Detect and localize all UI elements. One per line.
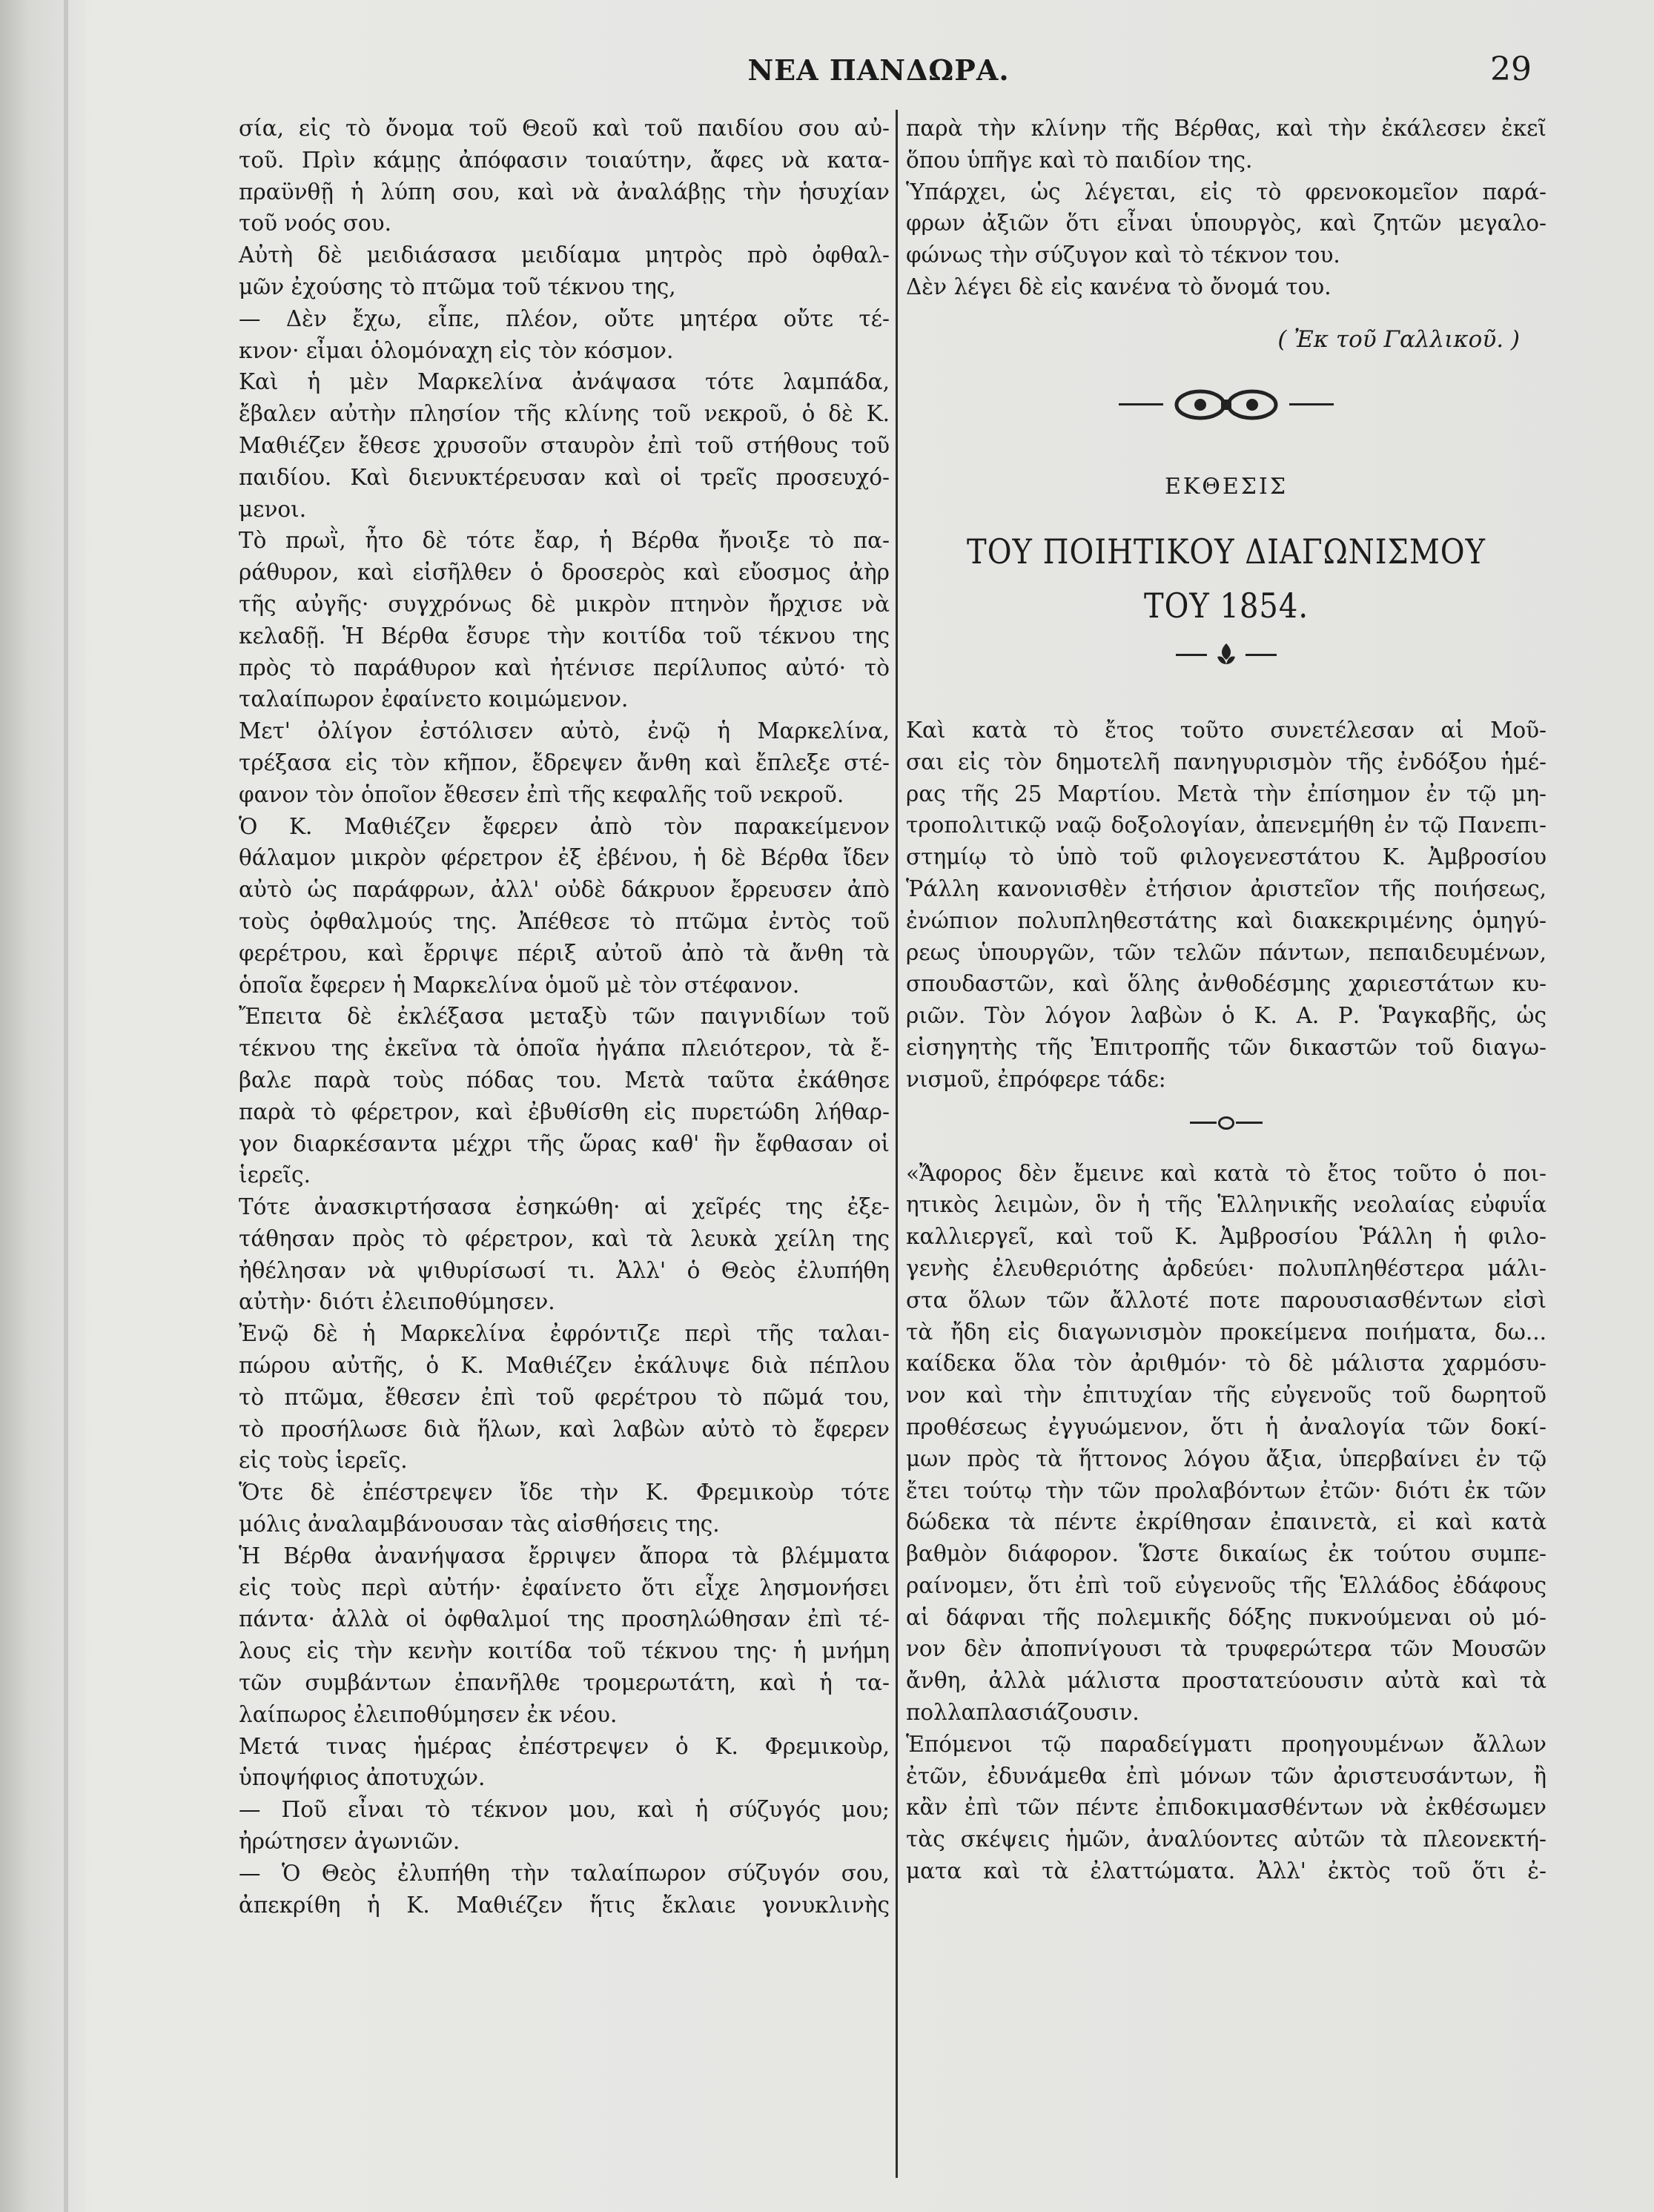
text-line: κἂν ἐπὶ τῶν πέντε ἐπιδοκιμασθέντων νὰ ἐκθέσωμεν (906, 1795, 1547, 1821)
text-line: ριῶν. Τὸν λόγον λαβὼν ὁ Κ. Α. Ρ. Ῥαγκαβῆς, ὡς (906, 1003, 1547, 1029)
text-line: παρὰ τὴν κλίνην τῆς Βέρθας, καὶ τὴν ἐκάλεσεν ἐκεῖ (906, 116, 1547, 141)
right-column (906, 113, 1547, 1887)
text-line: Τὸ πρωῒ, ἦτο δὲ τότε ἔαρ, ἡ Βέρθα ἤνοιξε τὸ πα- (239, 528, 890, 554)
text-line: τρέξασα εἰς τὸν κῆπον, ἔδρεψεν ἄνθη καὶ ἔπλεξε στέ- (239, 749, 890, 775)
text-line: παρὰ τὸ φέρετρον, καὶ ἐβυθίσθη εἰς πυρετώδη λήθαρ- (239, 1099, 890, 1125)
text-line: τὰς σκέψεις ἡμῶν, ἀναλύοντες αὐτῶν τὰ πλεονεκτή- (906, 1827, 1547, 1852)
text-line: Μετά τινας ἡμέρας ἐπέστρεψεν ὁ Κ. Φρεμικοὺρ, (239, 1733, 890, 1759)
text-line: γον διαρκέσαντα μέχρι τῆς ὥρας καθ' ἣν ἔφθασαν οἱ (239, 1130, 890, 1156)
text-line: «Ἄφορος δὲν ἔμεινε καὶ κατὰ τὸ ἔτος τοῦτο ὁ ποι- (906, 1160, 1547, 1186)
section-year: ΤΟΥ 1854. (1143, 586, 1309, 626)
text-line: ραίνομεν, ὅτι ἐπὶ τοῦ εὐγενοῦς τῆς Ἑλλάδος ἐδάφους (906, 1572, 1547, 1598)
text-line: εἰς τοὺς περὶ αὐτήν· ἐφαίνετο ὅτι εἶχε λησμονήσει (239, 1574, 890, 1600)
text-line: Ὅτε δὲ ἐπέστρεψεν ἴδε τὴν Κ. Φρεμικοὺρ τότε (239, 1480, 890, 1506)
text-line: ἐνώπιον πολυπληθεστάτης καὶ διακεκριμένης ὁμηγύ- (906, 907, 1547, 933)
text-line: αὐτὴν· διότι ἐλειποθύμησεν. (239, 1289, 555, 1315)
source-attribution: ( Ἐκ τοῦ Γαλλικοῦ. ) (1277, 325, 1520, 353)
ornament-dash-right (1289, 403, 1334, 405)
text-line: σαι εἰς τὸν δημοτελῆ πανηγυρισμὸν τῆς ἐνδόξου ἡμέ- (906, 749, 1547, 775)
text-line: ἔτει τούτῳ τὴν τῶν προλαβόντων ἐτῶν· διότι ἐκ τῶν (906, 1477, 1547, 1503)
text-line: μῶν ἐχούσης τὸ πτῶμα τοῦ τέκνου της, (239, 274, 676, 299)
text-line: ἐτῶν, ἐδυνάμεθα ἐπὶ μόνων τῶν ἀριστευσάντων, ἢ (906, 1763, 1547, 1789)
text-line: Καὶ κατὰ τὸ ἔτος τοῦτο συνετέλεσαν αἱ Μοῦ- (906, 717, 1547, 743)
text-line: Δὲν λέγει δὲ εἰς κανένα τὸ ὄνομά του. (906, 274, 1332, 299)
page-number: 29 (1490, 50, 1532, 88)
ornament-dash-right (1246, 654, 1277, 656)
text-line: Αὐτὴ δὲ μειδιάσασα μειδίαμα μητρὸς πρὸ ὀφθαλ- (239, 242, 890, 268)
text-line: εἰς τοὺς ἱερεῖς. (239, 1448, 408, 1474)
text-line: ὑποψήφιος ἀποτυχών. (239, 1765, 486, 1791)
text-line: πολλαπλασιάζουσιν. (906, 1700, 1139, 1726)
text-line: Ῥάλλη κανονισθὲν ἐτήσιον ἀριστεῖον τῆς ποιήσεως, (906, 875, 1547, 901)
text-line: Ἐνῷ δὲ ἡ Μαρκελίνα ἐφρόντιζε περὶ τῆς ταλαι- (239, 1321, 890, 1347)
divider-dash (1190, 1122, 1217, 1124)
text-line: στημίῳ τὸ ὑπὸ τοῦ φιλογενεστάτου Κ. Ἀμβροσίου (906, 844, 1547, 870)
text-line: πώρου αὐτῆς, ὁ Κ. Μαθιέζεν ἐκάλυψε διὰ πέπλου (239, 1353, 890, 1379)
left-column (239, 113, 890, 1921)
text-line: τροπολιτικῷ ναῷ δοξολογίαν, ἀπενεμήθη ἐν τῷ Πανεπι- (906, 812, 1547, 838)
text-line: ἀπεκρίθη ἡ Κ. Μαθιέζεν ἥτις ἔκλαιε γονυκλινὴς (239, 1892, 890, 1918)
text-line: μων πρὸς τὰ ἥττονος λόγου ἄξια, ὑπερβαίνει ἐν τῷ (906, 1446, 1547, 1471)
text-line: τέκνου της ἐκεῖνα τὰ ὁποῖα ἠγάπα πλειότερον, τὰ ἔ- (239, 1036, 890, 1062)
text-line: φερέτρου, καὶ ἔρριψε πέριξ αὐτοῦ ἀπὸ τὰ ἄνθη τὰ (239, 940, 890, 966)
text-line: νον δὲν ἀποπνίγουσι τὰ τρυφερώτερα τῶν Μουσῶν (906, 1636, 1547, 1662)
text-line: εἰσηγητὴς τῆς Ἐπιτροπῆς τῶν δικαστῶν τοῦ διαγω- (906, 1034, 1547, 1060)
text-line: ἄνθη, ἀλλὰ μάλιστα προστατεύουσιν αὐτὰ καὶ τὰ (906, 1668, 1547, 1694)
text-line: φώνως τὴν σύζυγον καὶ τὸ τέκνον του. (906, 242, 1340, 268)
text-line: αὐτὸ ὡς παράφρων, ἀλλ' οὐδὲ δάκρυον ἔρρευσεν ἀπὸ (239, 877, 890, 903)
text-line: τοῦ νοός σου. (239, 211, 391, 236)
ornament-dash-left (1119, 403, 1163, 405)
text-line: κνον· εἶμαι ὁλομόναχη εἰς τὸν κόσμον. (239, 337, 674, 363)
text-line: βαλε παρὰ τοὺς πόδας του. Μετὰ ταῦτα ἐκάθησε (239, 1067, 890, 1093)
text-line: κελαδῇ. Ἡ Βέρθα ἔσυρε τὴν κοιτίδα τοῦ τέκνου της (239, 623, 890, 649)
fleuron-icon (1213, 642, 1240, 669)
text-line: ητικὸς λειμὼν, ὃν ἡ τῆς Ἑλληνικῆς νεολαίας εὐφυΐα (906, 1192, 1547, 1218)
text-line: αἱ δάφναι τῆς πολεμικῆς δόξης πυκνούμεναι οὐ μό- (906, 1604, 1547, 1630)
text-line: σπουδαστῶν, καὶ ὅλης ἀνθοδέσμης χαριεστάτων κυ- (906, 971, 1547, 997)
minor-divider (906, 1105, 1547, 1142)
journal-title: ΝΕΑ ΠΑΝΔΩΡΑ. (747, 53, 1010, 87)
text-line: τὰ ἤδη εἰς διαγωνισμὸν προκείμενα ποιήματα, δω... (906, 1319, 1547, 1345)
section-divider-ornament (906, 383, 1547, 427)
text-line: ἱερεῖς. (239, 1162, 311, 1188)
text-line: Ἔπειτα δὲ ἐκλέξασα μεταξὺ τῶν παιγνιδίων τοῦ (239, 1004, 890, 1030)
text-line: Καὶ ἡ μὲν Μαρκελίνα ἀνάψασα τότε λαμπάδα, (239, 369, 890, 395)
text-line: λαίπωρος ἐλειποθύμησεν ἐκ νέου. (239, 1701, 618, 1727)
text-line: Ὑπάρχει, ὡς λέγεται, εἰς τὸ φρενοκομεῖον παρά- (906, 179, 1547, 205)
text-line: γενὴς ἐλευθεριότης ἀρδεύει· πολυπληθέστερα μάλι- (906, 1255, 1547, 1281)
text-line: ὁποῖα ἔφερεν ἡ Μαρκελίνα ὁμοῦ μὲ τὸν στέφανον. (239, 972, 800, 998)
text-line: τάθησαν πρὸς τὸ φέρετρον, καὶ τὰ λευκὰ χείλη της (239, 1225, 890, 1251)
text-line: Τότε ἀνασκιρτήσασα ἐσηκώθη· αἱ χεῖρές της ἐξε- (239, 1194, 890, 1220)
text-line: πραϋνθῇ ἡ λύπη σου, καὶ νὰ ἀναλάβῃς τὴν ἡσυχίαν (239, 179, 890, 205)
text-line: Μετ' ὀλίγον ἐστόλισεν αὐτὸ, ἐνῷ ἡ Μαρκελίνα, (239, 718, 890, 744)
text-line: — Δὲν ἔχω, εἶπε, πλέον, οὔτε μητέρα οὔτε τέ- (239, 305, 890, 331)
text-line: φρων ἀξιῶν ὅτι εἶναι ὑπουργὸς, καὶ ζητῶν μεγαλο- (906, 211, 1547, 236)
binding-shadow (0, 0, 85, 2212)
flourish-icon (1171, 386, 1282, 423)
text-line: ἔβαλεν αὐτὴν πλησίον τῆς κλίνης τοῦ νεκροῦ, ὁ δὲ Κ. (239, 401, 890, 427)
text-line: ἠρώτησεν ἀγωνιῶν. (239, 1829, 460, 1855)
text-line: τοῦ. Πρὶν κάμῃς ἀπόφασιν τοιαύτην, ἄφες νὰ κατα- (239, 147, 890, 173)
section-title: ΤΟΥ ΠΟΙΗΤΙΚΟΥ ΔΙΑΓΩΝΙΣΜΟΥ (967, 532, 1486, 572)
text-line: ράθυρον, καὶ εἰσῆλθεν ὁ δροσερὸς καὶ εὔοσμος ἀὴρ (239, 560, 890, 586)
text-line: ὅπου ὑπῆγε καὶ τὸ παιδίον της. (906, 147, 1253, 173)
text-line: βαθμὸν διάφορον. Ὥστε δικαίως ἐκ τούτου συμπε- (906, 1541, 1547, 1567)
text-line: ταλαίπωρον ἐφαίνετο κοιμώμενον. (239, 686, 629, 712)
text-line: μενοι. (239, 496, 307, 522)
page-header (230, 50, 1532, 98)
text-line: δώδεκα τὰ πέντε ἐκρίθησαν ἐπαινετὰ, εἰ καὶ κατὰ (906, 1509, 1547, 1535)
text-line: τῶν συμβάντων ἐπανῆλθε τρομερωτάτη, καὶ ἡ τα- (239, 1670, 890, 1696)
text-line: παιδίου. Καὶ διενυκτέρευσαν καὶ οἱ τρεῖς προσευχό- (239, 464, 890, 490)
text-line: πρὸς τὸ παράθυρον καὶ ἠτένισε περίλυπος αὐτό· τὸ (239, 655, 890, 681)
report-body (906, 1158, 1547, 1887)
text-line: νον καὶ τὴν ἐπιτυχίαν τῆς εὐγενοῦς τοῦ δωρητοῦ (906, 1382, 1547, 1408)
text-line: μόλις ἀναλαμβάνουσαν τὰς αἰσθήσεις της. (239, 1511, 720, 1537)
ornament-dash-left (1176, 654, 1207, 656)
text-line: πάντα· ἀλλὰ οἱ ὀφθαλμοί της προσηλώθησαν ἐπὶ τέ- (239, 1606, 890, 1632)
section-label: ΕΚΘΕΣΙΣ (1164, 473, 1289, 500)
text-line: στα ὅλων τῶν ἄλλοτέ ποτε παρουσιασθέντων εἰσὶ (906, 1287, 1547, 1313)
text-line: Ὁ Κ. Μαθιέζεν ἔφερεν ἀπὸ τὸν παρακείμενον (239, 813, 890, 839)
divider-circle (1218, 1116, 1234, 1130)
text-line: ματα καὶ τὰ ἐλαττώματα. Ἀλλ' ἐκτὸς τοῦ ὅτι ἐ- (906, 1858, 1547, 1884)
text-line: Μαθιέζεν ἔθεσε χρυσοῦν σταυρὸν ἐπὶ τοῦ στήθους τοῦ (239, 432, 890, 458)
binding-crease (64, 0, 68, 2212)
text-line: τὸ προσήλωσε διὰ ἥλων, καὶ λαβὼν αὐτὸ τὸ ἔφερεν (239, 1416, 890, 1442)
report-introduction (906, 715, 1547, 1096)
text-line: — Ὁ Θεὸς ἐλυπήθη τὴν ταλαίπωρον σύζυγόν σου, (239, 1860, 890, 1886)
text-line: — Ποῦ εἶναι τὸ τέκνον μου, καὶ ἡ σύζυγός μου; (239, 1797, 890, 1823)
text-line: ρας τῆς 25 Μαρτίου. Μετὰ τὴν ἐπίσημον ἐν τῷ μη- (906, 781, 1547, 807)
text-line: τῆς αὐγῆς· συγχρόνως δὲ μικρὸν πτηνὸν ἤρχισε νὰ (239, 591, 890, 617)
text-line: ἠθέλησαν νὰ ψιθυρίσωσί τι. Ἀλλ' ὁ Θεὸς ἐλυπήθη (239, 1257, 890, 1283)
text-line: τοὺς ὀφθαλμούς της. Ἀπέθεσε τὸ πτῶμα ἐντὸς τοῦ (239, 908, 890, 934)
text-line: σία, εἰς τὸ ὄνομα τοῦ Θεοῦ καὶ τοῦ παιδίου σου αὐ- (239, 116, 890, 141)
text-line: καλλιεργεῖ, καὶ τοῦ Κ. Ἀμβροσίου Ῥάλλη ἡ φιλο- (906, 1224, 1547, 1250)
story-ending (906, 113, 1547, 303)
text-line: προθέσεως ἐγγυώμενον, ὅτι ἡ ἀναλογία τῶν δοκί- (906, 1414, 1547, 1440)
text-line: Ἑπόμενοι τῷ παραδείγματι προηγουμένων ἄλλων (906, 1731, 1547, 1757)
text-line: τὸ πτῶμα, ἔθεσεν ἐπὶ τοῦ φερέτρου τὸ πῶμά του, (239, 1384, 890, 1410)
text-line: νισμοῦ, ἐπρόφερε τάδε: (906, 1066, 1166, 1092)
text-line: Ἡ Βέρθα ἀνανήψασα ἔρριψεν ἄπορα τὰ βλέμματα (239, 1543, 890, 1569)
small-ornament (906, 640, 1547, 670)
text-line: καίδεκα ὅλα τὸν ἀριθμόν· τὸ δὲ μάλιστα χαρμόσυ- (906, 1351, 1547, 1377)
text-line: ρεως ὑπουργῶν, τῶν τελῶν πάντων, πεπαιδευμένων, (906, 939, 1547, 965)
text-line: λους εἰς τὴν κενὴν κοιτίδα τοῦ τέκνου της· ἡ μνήμη (239, 1638, 890, 1664)
text-line: φανον τὸν ὁποῖον ἔθεσεν ἐπὶ τῆς κεφαλῆς τοῦ νεκροῦ. (239, 781, 844, 807)
divider-dash (1236, 1122, 1263, 1124)
column-divider (896, 110, 898, 2178)
text-line: θάλαμον μικρὸν φέρετρον ἐξ ἐβένου, ἡ δὲ Βέρθα ἴδεν (239, 845, 890, 871)
